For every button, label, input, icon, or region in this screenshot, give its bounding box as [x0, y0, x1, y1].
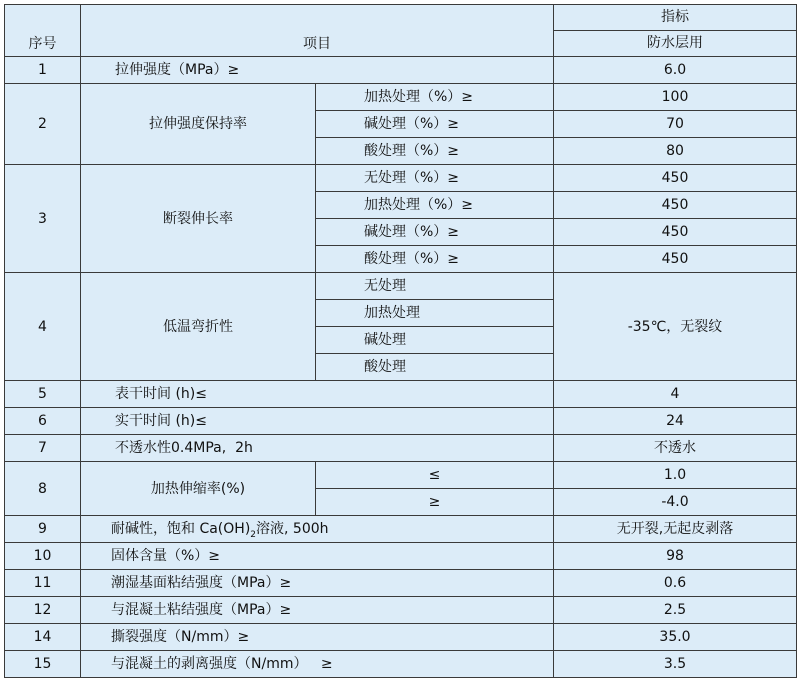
row-condition: 碱处理: [316, 327, 554, 354]
row-no: 1: [5, 57, 81, 84]
row-condition: ≤: [316, 462, 554, 489]
row-value: -35℃，无裂纹: [554, 273, 797, 381]
row-value: 450: [554, 219, 797, 246]
row-value: 24: [554, 408, 797, 435]
row-no: 6: [5, 408, 81, 435]
row-name-post: 溶液, 500h: [256, 521, 329, 537]
row-name: 固体含量（%）≥: [81, 543, 554, 570]
row-value: 不透水: [554, 435, 797, 462]
row-value: 0.6: [554, 570, 797, 597]
row-name-pre: 耐碱性，饱和 Ca(OH): [111, 521, 251, 537]
row-value: 80: [554, 138, 797, 165]
row-value: 2.5: [554, 597, 797, 624]
row-value: 450: [554, 246, 797, 273]
row-no: 10: [5, 543, 81, 570]
row-value: 1.0: [554, 462, 797, 489]
row-name: [81, 516, 554, 543]
row-value: -4.0: [554, 489, 797, 516]
header-waterproof: 防水层用: [554, 31, 797, 57]
row-value: 3.5: [554, 651, 797, 678]
row-name: 撕裂强度（N/mm）≥: [81, 624, 554, 651]
row-condition: 酸处理（%）≥: [316, 138, 554, 165]
row-condition: 无处理（%）≥: [316, 165, 554, 192]
row-no: 5: [5, 381, 81, 408]
row-name: 实干时间 (h)≤: [81, 408, 554, 435]
row-no: 11: [5, 570, 81, 597]
row-no: 12: [5, 597, 81, 624]
row-condition: 碱处理（%）≥: [316, 111, 554, 138]
row-name: 拉伸强度（MPa）≥: [81, 57, 554, 84]
row-value: 无开裂,无起皮剥落: [554, 516, 797, 543]
row-no: 8: [5, 462, 81, 516]
row-condition: ≥: [316, 489, 554, 516]
header-indicator: 指标: [554, 5, 797, 31]
row-condition: 加热处理: [316, 300, 554, 327]
row-condition: 无处理: [316, 273, 554, 300]
row-condition: 加热处理（%）≥: [316, 84, 554, 111]
row-no: 4: [5, 273, 81, 381]
row-name: 与混凝土粘结强度（MPa）≥: [81, 597, 554, 624]
header-item: 项目: [81, 5, 554, 57]
row-name: 潮湿基面粘结强度（MPa）≥: [81, 570, 554, 597]
row-value: 4: [554, 381, 797, 408]
row-name: 拉伸强度保持率: [81, 84, 316, 165]
row-name: 加热伸缩率(%): [81, 462, 316, 516]
row-name: 表干时间 (h)≤: [81, 381, 554, 408]
row-value: 35.0: [554, 624, 797, 651]
row-value: 6.0: [554, 57, 797, 84]
row-value: 100: [554, 84, 797, 111]
row-value: 450: [554, 165, 797, 192]
row-condition: 碱处理（%）≥: [316, 219, 554, 246]
row-no: 9: [5, 516, 81, 543]
row-name: 断裂伸长率: [81, 165, 316, 273]
row-name: 与混凝土的剥离强度（N/mm） ≥: [81, 651, 554, 678]
row-no: 14: [5, 624, 81, 651]
row-condition: 酸处理（%）≥: [316, 246, 554, 273]
row-value: 450: [554, 192, 797, 219]
row-value: 70: [554, 111, 797, 138]
spec-table: [4, 4, 797, 678]
row-condition: 加热处理（%）≥: [316, 192, 554, 219]
row-no: 15: [5, 651, 81, 678]
row-name: 低温弯折性: [81, 273, 316, 381]
row-no: 3: [5, 165, 81, 273]
row-name: 不透水性0.4MPa, 2h: [81, 435, 554, 462]
row-no: 2: [5, 84, 81, 165]
header-seq: 序号: [5, 5, 81, 57]
row-value: 98: [554, 543, 797, 570]
row-no: 7: [5, 435, 81, 462]
row-condition: 酸处理: [316, 354, 554, 381]
row-name-subscript: 2: [250, 529, 257, 540]
